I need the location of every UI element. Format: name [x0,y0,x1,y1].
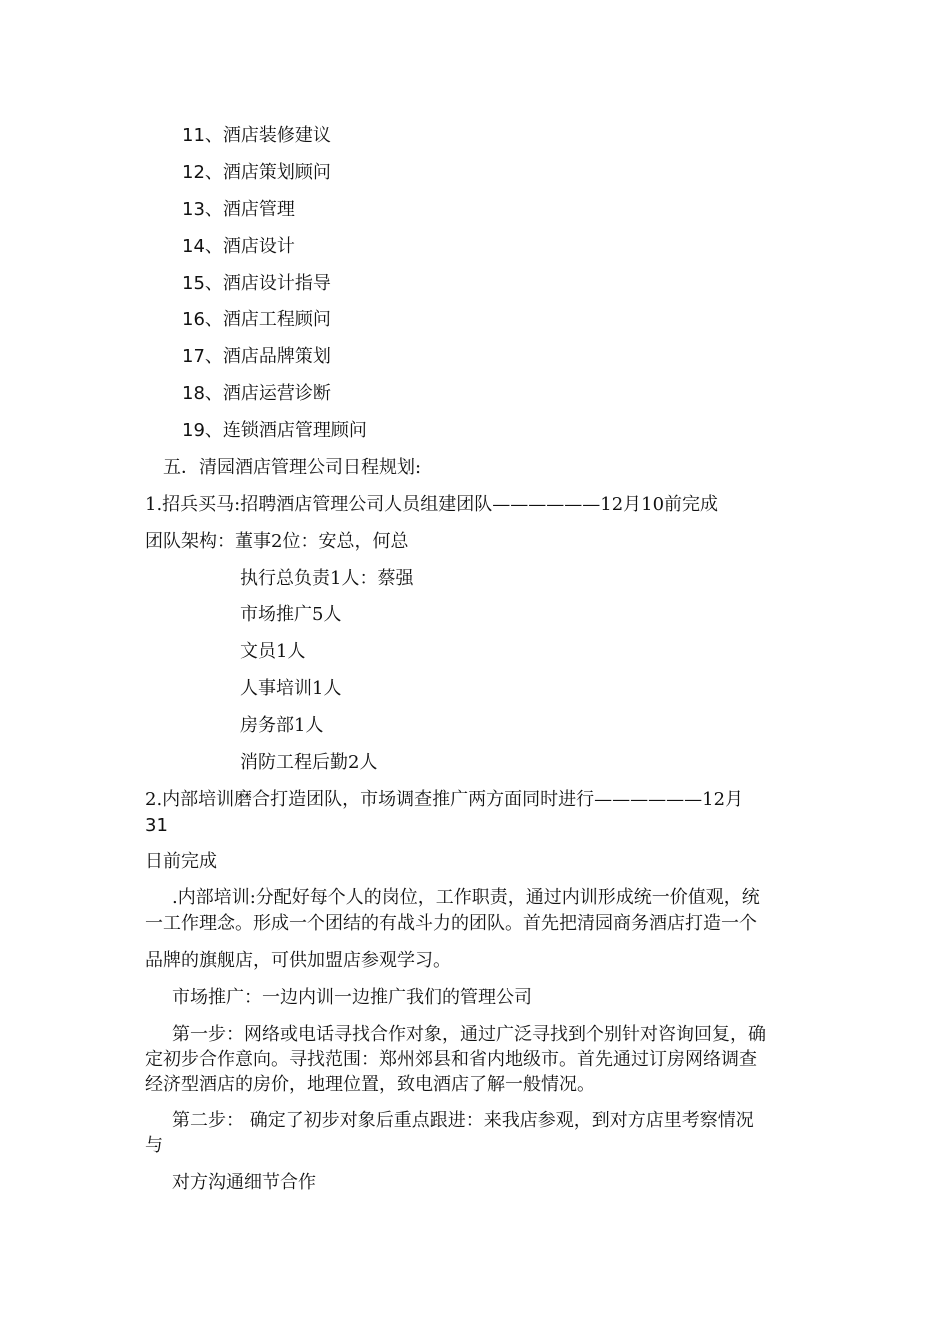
service-number: 15 [182,273,205,294]
service-item-12 [182,160,331,186]
training-paragraph-line1: .内部培训:分配好每个人的岗位，工作职责，通过内训形成统一价值观，统 [172,887,760,908]
second-step-line3: 对方沟通细节合作 [172,1172,316,1193]
team-member-line: 消防工程后勤2人 [240,752,378,773]
team-member-line: 市场推广5人 [240,604,342,625]
service-item-19 [182,418,367,444]
service-text: 、酒店设计指导 [204,273,331,294]
service-item-13 [182,197,295,223]
team-structure-first: 团队架构：董事2位：安总，何总 [145,531,409,552]
service-number: 17 [182,346,205,367]
service-text: 、酒店装修建议 [204,125,331,146]
service-item-18 [182,381,331,407]
training-paragraph-line3: 品牌的旗舰店，可供加盟店参观学习。 [145,950,451,971]
service-number: 19 [182,420,205,441]
training-paragraph-line2: 一工作理念。形成一个团结的有战斗力的团队。首先把清园商务酒店打造一个 [145,913,757,934]
team-member-line: 执行总负责1人：蔡强 [240,568,414,589]
service-number: 12 [182,162,205,183]
service-text: 、酒店运营诊断 [204,383,331,404]
service-number: 13 [182,199,205,220]
second-step-line2: 与 [145,1135,163,1156]
service-text: 、连锁酒店管理顾问 [204,420,367,441]
marketing-paragraph: 市场推广：一边内训一边推广我们的管理公司 [172,987,532,1008]
service-item-16 [182,307,331,333]
schedule-heading: 五．清园酒店管理公司日程规划: [163,457,422,478]
team-member-line: 房务部1人 [240,715,324,736]
service-text: 、酒店工程顾问 [204,309,331,330]
service-item-14 [182,234,295,260]
step1-recruitment: 1.招兵买马:招聘酒店管理公司人员组建团队——————12月10前完成 [145,494,719,515]
service-number: 18 [182,383,205,404]
service-text: 、酒店策划顾问 [204,162,331,183]
step2-training-line1: 2.内部培训磨合打造团队，市场调查推广两方面同时进行——————12月 [145,789,744,810]
team-member-line: 人事培训1人 [240,678,342,699]
service-number: 11 [182,125,205,146]
service-text: 、酒店管理 [204,199,295,220]
service-item-17 [182,344,331,370]
team-member-line: 文员1人 [240,641,306,662]
service-item-11 [182,123,331,149]
first-step-line1: 第一步：网络或电话寻找合作对象，通过广泛寻找到个别针对咨询回复，确 [172,1024,766,1045]
service-item-15 [182,271,331,297]
step2-training-line3: 日前完成 [145,851,217,872]
service-text: 、酒店设计 [204,236,295,257]
first-step-line3: 经济型酒店的房价，地理位置，致电酒店了解一般情况。 [145,1074,595,1095]
step2-training-line2: 31 [145,815,168,836]
service-number: 14 [182,236,205,257]
first-step-line2: 定初步合作意向。寻找范围：郑州郊县和省内地级市。首先通过订房网络调查 [145,1049,757,1070]
service-text: 、酒店品牌策划 [204,346,331,367]
service-number: 16 [182,309,205,330]
second-step-line1: 第二步： 确定了初步对象后重点跟进：来我店参观，到对方店里考察情况 [172,1110,754,1131]
